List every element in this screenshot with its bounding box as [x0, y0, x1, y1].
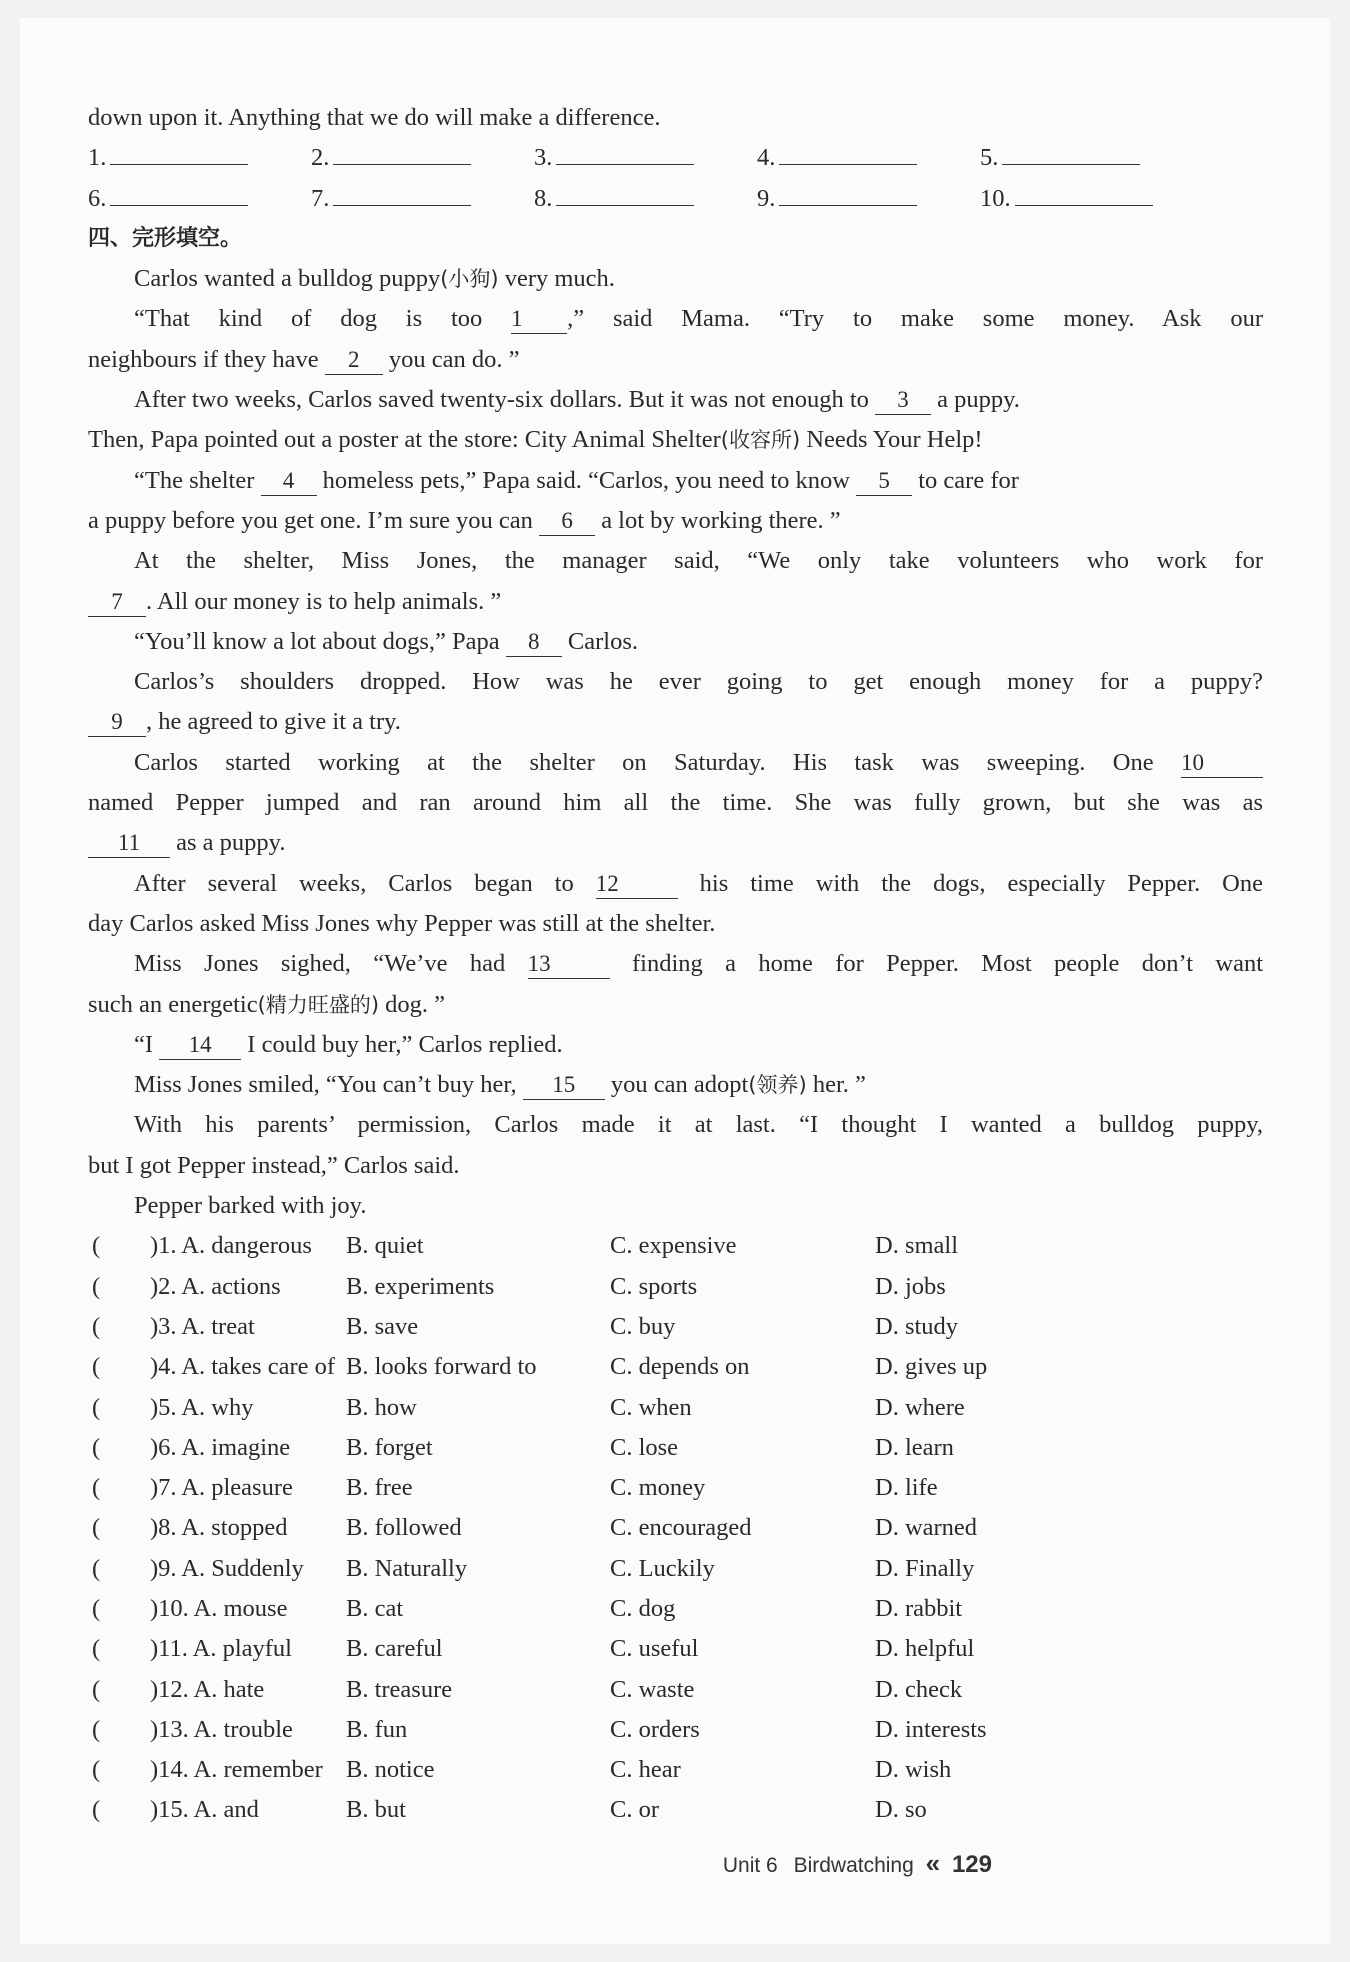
footer-unit: Unit 6	[722, 1854, 778, 1877]
paragraph-11: “I 14 I could buy her,” Carlos replied.	[134, 1030, 563, 1058]
answer-slot[interactable]: 7.	[311, 179, 534, 219]
answer-paren[interactable]: (	[92, 1756, 101, 1784]
blank-13[interactable]: 13	[528, 951, 610, 979]
option-row: ( )14. A. remember B. notice C. hear D. wish	[88, 1750, 1263, 1790]
option-c[interactable]: C. buy	[610, 1312, 676, 1340]
paragraph-13-line-1: With his parents’ permission, Carlos made it at last. “I thought I wanted a bulldog puppy,	[134, 1111, 1263, 1139]
option-row: ( )1. A. dangerous B. quiet C. expensive D. small	[88, 1226, 1263, 1266]
blank-1[interactable]: 1	[511, 306, 567, 334]
option-row: ( )2. A. actions B. experiments C. sports D. jobs	[88, 1267, 1263, 1307]
option-d[interactable]: D. interests	[875, 1715, 987, 1743]
option-row: ( )10. A. mouse B. cat C. dog D. rabbit	[88, 1589, 1263, 1629]
page-number: 129	[951, 1851, 992, 1878]
answer-paren[interactable]: (	[92, 1272, 101, 1300]
paragraph-3-line-2: Then, Papa pointed out a poster at the store: City Animal Shelter(收容所) Needs Your Help!	[88, 426, 983, 454]
answer-slot[interactable]: 6.	[88, 179, 311, 219]
paragraph-8-line-1: Carlos started working at the shelter on Saturday. His task was sweeping. One 10	[88, 743, 1263, 783]
option-row: ( )12. A. hate B. treasure C. waste D. check	[88, 1670, 1263, 1710]
answer-slot[interactable]: 4.	[757, 138, 980, 178]
answer-paren[interactable]: (	[92, 1312, 101, 1340]
option-d[interactable]: D. gives up	[875, 1353, 988, 1381]
answer-slot[interactable]: 10.	[980, 179, 1203, 219]
paragraph-9-line-1: After several weeks, Carlos began to 12 his time with the dogs, especially Pepper. One	[134, 869, 1263, 897]
option-b[interactable]: B. but	[346, 1796, 406, 1824]
option-row: ( )15. A. and B. but C. or D. so	[88, 1790, 1263, 1830]
option-c[interactable]: C. lose	[610, 1433, 679, 1461]
option-b[interactable]: B. how	[346, 1393, 417, 1421]
paragraph-2-line-1: “That kind of dog is too 1 ,” said Mama. “Try to make some money. Ask our	[134, 305, 1263, 333]
paragraph-12: Miss Jones smiled, “You can’t buy her, 15 you can adopt(领养) her. ”	[134, 1071, 866, 1099]
paragraph-10-line-2: such an energetic(精力旺盛的) dog. ”	[88, 990, 446, 1018]
option-b[interactable]: B. treasure	[346, 1675, 453, 1703]
page-content	[88, 98, 1263, 1831]
answer-paren[interactable]: (	[92, 1554, 101, 1582]
option-b[interactable]: B. save	[346, 1312, 419, 1340]
paragraph-10-line-1: Miss Jones sighed, “We’ve had 13 finding a home for Pepper. Most people don’t want	[134, 950, 1263, 978]
answer-paren[interactable]: (	[92, 1393, 101, 1421]
option-b[interactable]: B. fun	[346, 1715, 408, 1743]
option-b[interactable]: B. cat	[346, 1594, 404, 1622]
option-d[interactable]: D. study	[875, 1312, 959, 1340]
option-d[interactable]: D. Finally	[875, 1554, 975, 1582]
paragraph-9-line-2: day Carlos asked Miss Jones why Pepper was still at the shelter.	[88, 909, 716, 937]
option-c[interactable]: C. Luckily	[610, 1554, 715, 1582]
option-row: ( )3. A. treat B. save C. buy D. study	[88, 1307, 1263, 1347]
option-c[interactable]: C. dog	[610, 1594, 676, 1622]
blank-11[interactable]: 11	[88, 830, 170, 858]
option-b[interactable]: B. notice	[346, 1756, 435, 1784]
answer-slot[interactable]: 2.	[311, 138, 534, 178]
answer-slot[interactable]: 9.	[757, 179, 980, 219]
option-d[interactable]: D. check	[875, 1675, 963, 1703]
option-row: ( )13. A. trouble B. fun C. orders D. interests	[88, 1710, 1263, 1750]
paragraph-4-line-1: “The shelter 4 homeless pets,” Papa said. “Carlos, you need to know 5 to care for	[134, 466, 1019, 494]
blank-14[interactable]: 14	[159, 1032, 241, 1060]
option-c[interactable]: C. or	[610, 1796, 659, 1824]
answer-paren[interactable]: (	[92, 1232, 101, 1260]
paragraph-4-line-2: a puppy before you get one. I’m sure you can 6 a lot by working there. ”	[88, 506, 841, 534]
blank-7[interactable]: 7	[88, 589, 146, 617]
answer-paren[interactable]: (	[92, 1594, 101, 1622]
answer-paren[interactable]: (	[92, 1433, 101, 1461]
paragraph-8-line-3: 11 as a puppy.	[88, 823, 1263, 863]
paragraph-6: “You’ll know a lot about dogs,” Papa 8 Carlos.	[134, 627, 639, 655]
option-b[interactable]: B. experiments	[346, 1272, 495, 1300]
option-c[interactable]: C. encouraged	[610, 1514, 752, 1542]
option-row: ( )7. A. pleasure B. free C. money D. life	[88, 1468, 1263, 1508]
blank-8[interactable]: 8	[506, 629, 562, 657]
option-row: ( )6. A. imagine B. forget C. lose D. learn	[88, 1428, 1263, 1468]
answer-row-2	[88, 179, 1263, 219]
paragraph-7-line-1: Carlos’s shoulders dropped. How was he ever going to get enough money for a puppy?	[134, 668, 1263, 696]
option-c[interactable]: C. when	[610, 1393, 692, 1421]
footer-title: Birdwatching	[793, 1854, 914, 1877]
answer-paren[interactable]: (	[92, 1474, 101, 1502]
option-d[interactable]: D. learn	[875, 1433, 954, 1461]
intro-line: down upon it. Anything that we do will make a difference.	[88, 104, 661, 131]
answer-slot[interactable]: 5.	[980, 138, 1203, 178]
paragraph-14: Pepper barked with joy.	[134, 1192, 367, 1220]
option-d[interactable]: D. so	[875, 1796, 927, 1824]
option-row: ( )8. A. stopped B. followed C. encouraged D. warned	[88, 1508, 1263, 1548]
blank-5[interactable]: 5	[856, 468, 912, 496]
blank-3[interactable]: 3	[875, 387, 931, 415]
answer-slot[interactable]: 1.	[88, 138, 311, 178]
option-d[interactable]: D. helpful	[875, 1635, 975, 1663]
option-d[interactable]: D. wish	[875, 1756, 952, 1784]
answer-slot[interactable]: 8.	[534, 179, 757, 219]
option-d[interactable]: D. warned	[875, 1514, 978, 1542]
option-c[interactable]: C. depends on	[610, 1353, 750, 1381]
paragraph-8-line-2: named Pepper jumped and ran around him all the time. She was fully grown, but she was as	[88, 789, 1263, 817]
option-d[interactable]: D. life	[875, 1474, 938, 1502]
double-chevron-left-icon: «	[925, 1848, 941, 1878]
answer-slot[interactable]: 3.	[534, 138, 757, 178]
paragraph-5-line-2: 7 . All our money is to help animals. ”	[88, 582, 1263, 622]
option-row: ( )4. A. takes care of B. looks forward to C. depends on D. gives up	[88, 1347, 1263, 1387]
option-b[interactable]: B. followed	[346, 1514, 462, 1542]
option-c[interactable]: C. waste	[610, 1675, 695, 1703]
blank-15[interactable]: 15	[523, 1072, 605, 1100]
option-c[interactable]: C. expensive	[610, 1232, 737, 1260]
option-c[interactable]: C. orders	[610, 1715, 700, 1743]
option-b[interactable]: B. careful	[346, 1635, 443, 1663]
answer-paren[interactable]: (	[92, 1635, 101, 1663]
option-d[interactable]: D. jobs	[875, 1272, 946, 1300]
option-c[interactable]: C. sports	[610, 1272, 698, 1300]
paragraph-5-line-1: At the shelter, Miss Jones, the manager said, “We only take volunteers who work for	[134, 547, 1263, 575]
option-c[interactable]: C. useful	[610, 1635, 699, 1663]
answer-paren[interactable]: (	[92, 1514, 101, 1542]
option-b[interactable]: B. Naturally	[346, 1554, 468, 1582]
option-c[interactable]: C. hear	[610, 1756, 681, 1784]
option-b[interactable]: B. free	[346, 1474, 413, 1502]
paragraph-7-line-2: 9 , he agreed to give it a try.	[88, 702, 1263, 742]
options-list	[88, 1226, 1263, 1830]
answer-row-1	[88, 138, 1263, 178]
answer-paren[interactable]: (	[92, 1715, 101, 1743]
option-d[interactable]: D. where	[875, 1393, 965, 1421]
answer-paren[interactable]: (	[92, 1353, 101, 1381]
page-footer	[723, 1848, 992, 1879]
option-c[interactable]: C. money	[610, 1474, 706, 1502]
paragraph-1: Carlos wanted a bulldog puppy(小狗) very much.	[134, 265, 615, 293]
blank-10[interactable]: 10	[1181, 750, 1263, 778]
blank-12[interactable]: 12	[596, 871, 678, 899]
worksheet-page	[20, 18, 1330, 1944]
paragraph-13-line-2: but I got Pepper instead,” Carlos said.	[88, 1151, 460, 1179]
section-heading: 四、完形填空。	[88, 225, 243, 251]
blank-6[interactable]: 6	[539, 508, 595, 536]
answer-paren[interactable]: (	[92, 1675, 101, 1703]
blank-2[interactable]: 2	[325, 347, 383, 375]
option-row: ( )9. A. Suddenly B. Naturally C. Luckily D. Finally	[88, 1549, 1263, 1589]
blank-4[interactable]: 4	[261, 468, 317, 496]
option-row: ( )11. A. playful B. careful C. useful D. helpful	[88, 1629, 1263, 1669]
option-d[interactable]: D. small	[875, 1232, 959, 1260]
option-d[interactable]: D. rabbit	[875, 1594, 963, 1622]
option-b[interactable]: B. forget	[346, 1433, 433, 1461]
option-b[interactable]: B. quiet	[346, 1232, 424, 1260]
blank-9[interactable]: 9	[88, 709, 146, 737]
paragraph-3-line-1: After two weeks, Carlos saved twenty-six dollars. But it was not enough to 3 a puppy.	[134, 386, 1020, 414]
answer-paren[interactable]: (	[92, 1796, 101, 1824]
option-row: ( )5. A. why B. how C. when D. where	[88, 1388, 1263, 1428]
paragraph-2-line-2: neighbours if they have 2 you can do. ”	[88, 345, 520, 373]
option-b[interactable]: B. looks forward to	[346, 1353, 537, 1381]
